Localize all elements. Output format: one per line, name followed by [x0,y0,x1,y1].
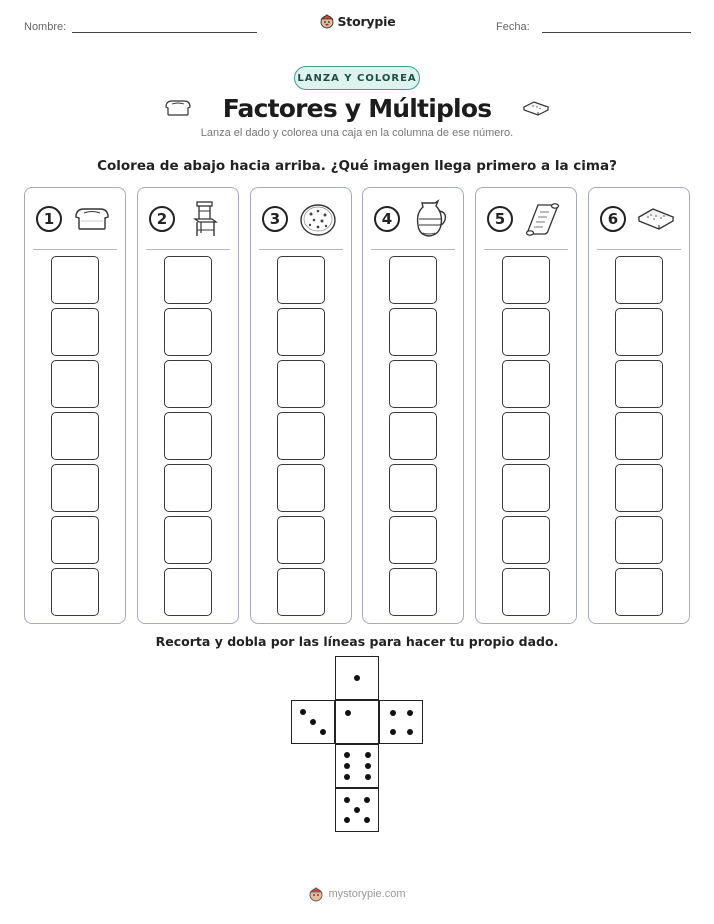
color-box[interactable] [51,308,99,356]
cookie-icon [298,199,338,239]
brand-name: Storypie [337,13,396,29]
color-box[interactable] [277,568,325,616]
footer-url: mystorypie.com [328,888,406,900]
die-pip [300,709,306,715]
column-number: 5 [487,206,513,232]
title-row [0,90,714,126]
jug-icon [410,199,450,239]
die-pip [364,797,370,803]
die-pip [407,729,413,735]
color-box[interactable] [389,308,437,356]
color-box[interactable] [277,412,325,460]
die-face-6 [335,744,379,788]
instruction-text: Colorea de abajo hacia arriba. ¿Qué imagen llega primero a la cima? [97,158,617,174]
column-header [259,188,343,250]
bread-icon [72,199,112,239]
mascot-icon [308,886,324,902]
color-box[interactable] [502,412,550,460]
die-face-4 [379,700,423,744]
die-pip [354,675,360,681]
column-3 [250,187,352,624]
die-pip [344,752,350,758]
color-box[interactable] [164,360,212,408]
column-4 [362,187,464,624]
die-pip [407,710,413,716]
color-box[interactable] [164,464,212,512]
color-box[interactable] [615,516,663,564]
color-box[interactable] [389,256,437,304]
color-box[interactable] [615,412,663,460]
chair-icon [185,199,225,239]
color-box[interactable] [389,360,437,408]
color-box[interactable] [51,568,99,616]
scroll-icon [523,199,563,239]
column-1 [24,187,126,624]
bread-icon [163,98,193,118]
color-box[interactable] [164,412,212,460]
footer [0,886,714,902]
die-pip [365,763,371,769]
color-box[interactable] [615,464,663,512]
column-number: 3 [262,206,288,232]
brand-logo [0,13,714,29]
color-box[interactable] [502,308,550,356]
die-face-1 [335,656,379,700]
color-box[interactable] [502,516,550,564]
die-pip [364,817,370,823]
color-box[interactable] [389,464,437,512]
die-face-1-center [335,700,379,744]
color-box[interactable] [51,412,99,460]
color-box[interactable] [502,256,550,304]
die-pip [320,729,326,735]
column-header [597,188,681,250]
color-box[interactable] [51,256,99,304]
die-face-5 [335,788,379,832]
column-number: 1 [36,206,62,232]
date-line [542,32,691,33]
die-pip [354,807,360,813]
color-box[interactable] [51,360,99,408]
color-box[interactable] [164,256,212,304]
column-header [33,188,117,250]
color-box[interactable] [615,256,663,304]
die-face-3 [291,700,335,744]
column-number: 6 [600,206,626,232]
color-box[interactable] [502,568,550,616]
column-2 [137,187,239,624]
page-subtitle: Lanza el dado y colorea una caja en la columna de ese número. [200,127,514,139]
column-number: 4 [374,206,400,232]
color-box[interactable] [277,360,325,408]
page-title: Factores y Múltiplos [222,93,492,123]
cake-bar-icon [521,98,551,118]
die-pip [365,752,371,758]
color-box[interactable] [277,464,325,512]
column-header [371,188,455,250]
column-header [484,188,568,250]
color-box[interactable] [615,568,663,616]
die-pip [390,710,396,716]
date-label: Fecha: [496,21,530,33]
color-box[interactable] [164,516,212,564]
name-line [72,32,257,33]
cake-bar-icon [636,199,676,239]
color-box[interactable] [502,360,550,408]
die-pip [344,774,350,780]
color-box[interactable] [277,256,325,304]
color-box[interactable] [615,308,663,356]
name-label: Nombre: [24,21,67,33]
column-6 [588,187,690,624]
color-box[interactable] [502,464,550,512]
die-pip [310,719,316,725]
color-box[interactable] [389,516,437,564]
column-header [146,188,230,250]
color-box[interactable] [389,568,437,616]
color-box[interactable] [164,308,212,356]
column-5 [475,187,577,624]
die-pip [390,729,396,735]
color-box[interactable] [615,360,663,408]
die-pip [345,710,351,716]
color-box[interactable] [389,412,437,460]
die-pip [365,774,371,780]
activity-badge: LANZA Y COLOREA [294,66,420,90]
color-box[interactable] [164,568,212,616]
die-pip [344,797,350,803]
color-box[interactable] [51,464,99,512]
color-box[interactable] [277,516,325,564]
die-pip [344,763,350,769]
cut-instruction: Recorta y dobla por las líneas para hacer tu propio dado. [155,634,559,649]
die-pip [344,817,350,823]
column-number: 2 [149,206,175,232]
color-box[interactable] [51,516,99,564]
color-box[interactable] [277,308,325,356]
mascot-icon [319,13,335,29]
